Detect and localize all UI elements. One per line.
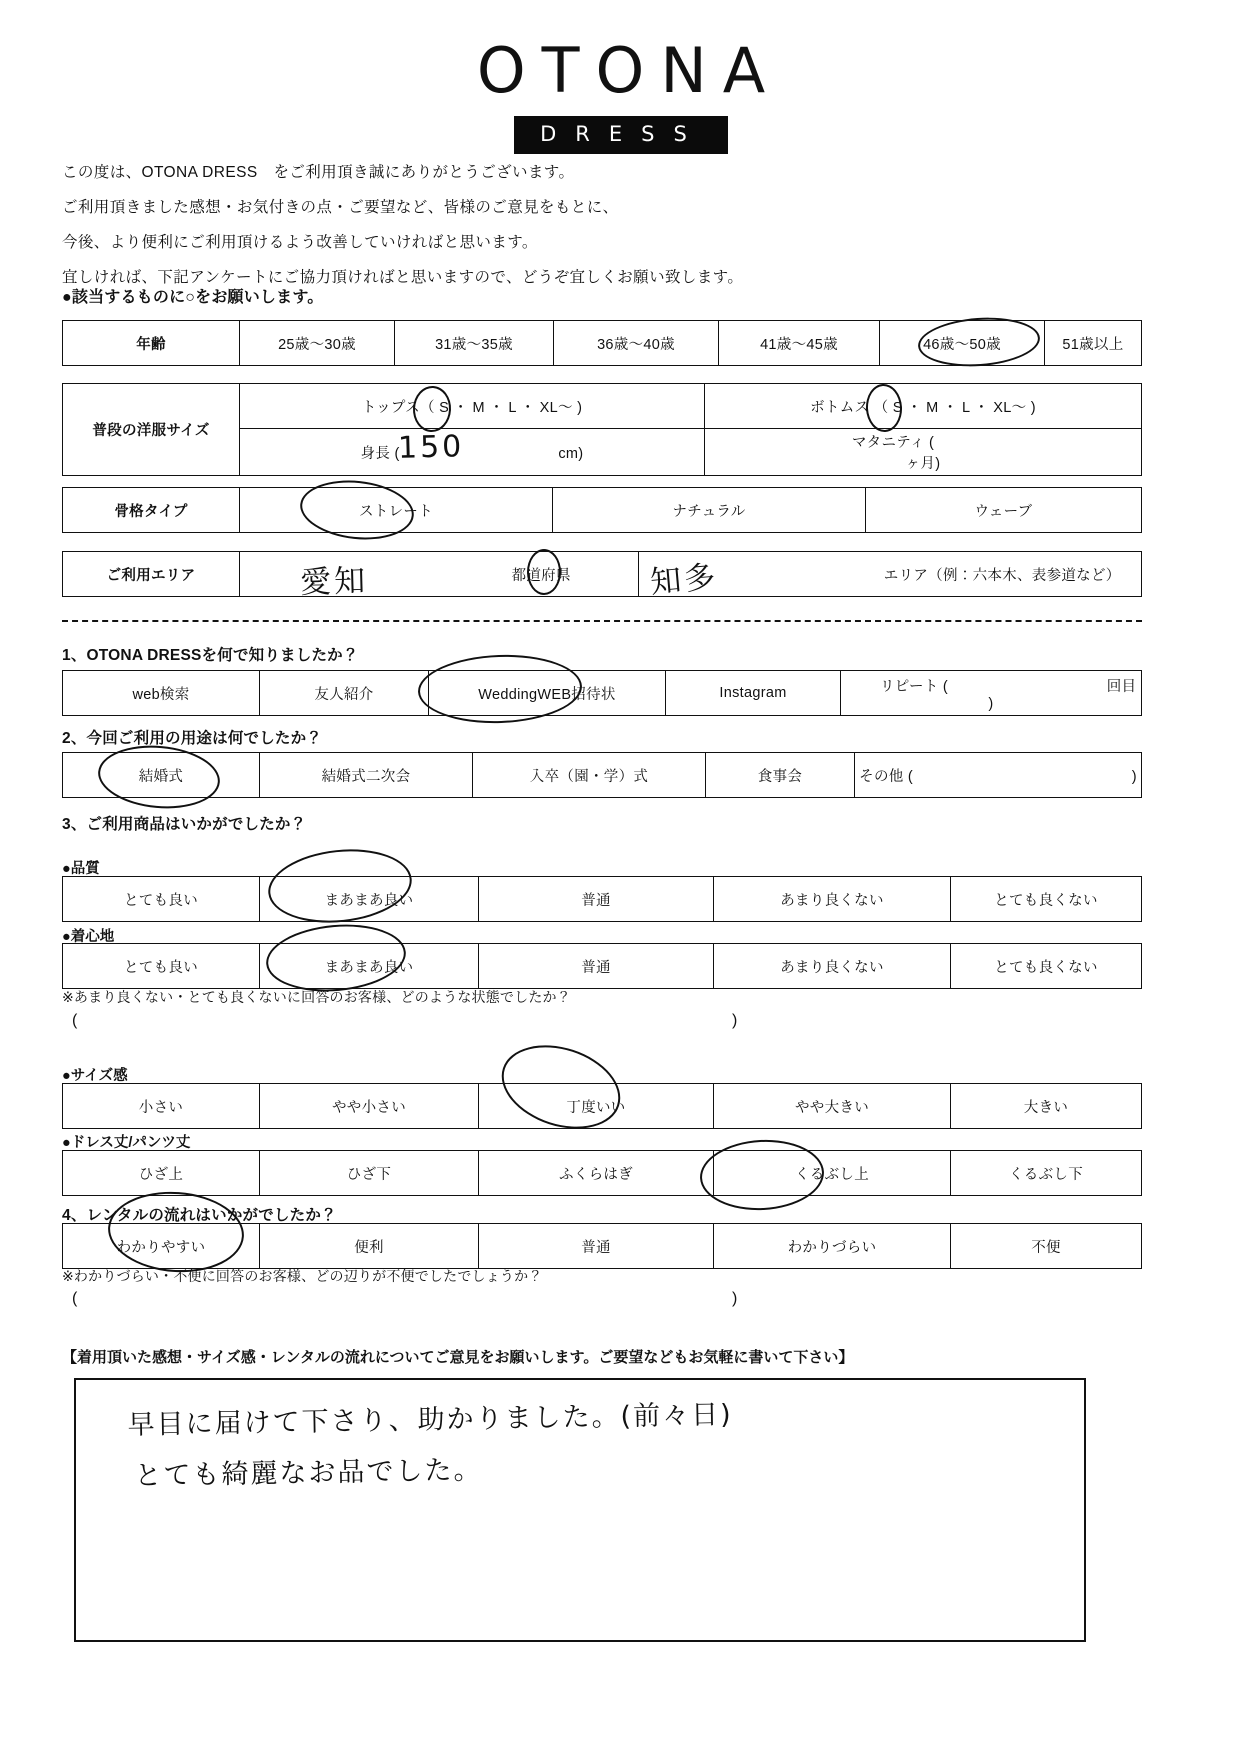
q3-quality-option-4[interactable]: とても良くない — [951, 877, 1142, 922]
q3-size-feel-label: ●サイズ感 — [62, 1068, 128, 1084]
q3-size-option-3[interactable]: やや大きい — [714, 1084, 951, 1129]
q4-option-2[interactable]: 普通 — [479, 1224, 714, 1269]
q1-repeat-suffix: 回目 ) — [988, 678, 1137, 712]
area-example-label: エリア（例：六本木、表参道など） — [883, 567, 1121, 584]
table-row — [63, 384, 1142, 429]
area-handwritten-value: 知多 — [648, 559, 720, 601]
q2-title: 2、今回ご利用の用途は何でしたか？ — [62, 730, 323, 747]
free-comment-title: 【着用頂いた感想・サイズ感・レンタルの流れについてご意見をお願いします。ご要望などもお気軽に書いて下さい】 — [62, 1349, 854, 1366]
q4-title: 4、レンタルの流れはいかがでしたか？ — [62, 1207, 337, 1224]
q1-title: 1、OTONA DRESSを何で知りましたか？ — [62, 647, 359, 664]
q2-other-label: その他 ( — [859, 768, 914, 785]
q3-comfort-answer-close: ) — [732, 1012, 738, 1029]
q1-option-3[interactable]: Instagram — [666, 671, 841, 716]
q2-option-3[interactable]: 食事会 — [706, 753, 855, 798]
section-divider — [62, 620, 1142, 622]
table-row — [63, 944, 1142, 989]
table-row — [63, 671, 1142, 716]
q1-option-1[interactable]: 友人紹介 — [260, 671, 429, 716]
q3-comfort-option-0[interactable]: とても良い — [63, 944, 260, 989]
area-input-cell[interactable] — [639, 552, 1142, 597]
maternity-label: マタニティ ( — [851, 435, 935, 451]
q1-table — [62, 670, 1142, 716]
table-row — [63, 552, 1142, 597]
q3-length-option-1[interactable]: ひざ下 — [260, 1151, 479, 1196]
age-row-label: 年齢 — [63, 321, 240, 366]
q3-size-option-4[interactable]: 大きい — [951, 1084, 1142, 1129]
q2-option-0[interactable]: 結婚式 — [63, 753, 260, 798]
q3-length-label: ●ドレス丈/パンツ丈 — [62, 1135, 191, 1151]
q3-comfort-answer-field[interactable] — [72, 1012, 792, 1030]
table-row — [63, 1084, 1142, 1129]
q3-size-option-1[interactable]: やや小さい — [260, 1084, 479, 1129]
q3-comfort-table — [62, 943, 1142, 989]
age-table — [62, 320, 1142, 366]
table-row — [63, 321, 1142, 366]
height-handwritten-value: 150 — [397, 429, 465, 466]
intro-paragraph — [62, 160, 1162, 300]
area-table — [62, 551, 1142, 597]
q3-comfort-answer-open: ( — [72, 1012, 78, 1029]
free-comment-box[interactable] — [74, 1378, 1086, 1642]
frame-type-option-1[interactable]: ナチュラル — [553, 488, 866, 533]
age-option-3[interactable]: 41歳～45歳 — [719, 321, 880, 366]
q2-other-suffix: ) — [1131, 768, 1137, 785]
q1-option-2[interactable]: WeddingWEB招待状 — [429, 671, 666, 716]
frame-type-option-0[interactable]: ストレート — [240, 488, 553, 533]
intro-line-1: この度は、OTONA DRESS をご利用頂き誠にありがとうございます。 — [62, 164, 575, 181]
table-row — [63, 877, 1142, 922]
frame-type-row-label: 骨格タイプ — [63, 488, 240, 533]
q4-answer-open: ( — [72, 1290, 78, 1307]
height-unit: cm) — [558, 445, 584, 462]
table-row — [63, 488, 1142, 533]
q3-comfort-option-2[interactable]: 普通 — [479, 944, 714, 989]
q3-size-option-2[interactable]: 丁度いい — [479, 1084, 714, 1129]
q3-title: 3、ご利用商品はいかがでしたか？ — [62, 816, 307, 833]
q3-length-option-3[interactable]: くるぶし上 — [714, 1151, 951, 1196]
brand-logo — [0, 34, 1242, 154]
table-row — [63, 1224, 1142, 1269]
brand-name: OTONA — [476, 34, 782, 107]
height-label: 身長 ( — [360, 445, 400, 462]
bottoms-size-options[interactable]: ボトムス （ S ・ M ・ L ・ XL～ ) — [705, 384, 1142, 429]
age-option-1[interactable]: 31歳～35歳 — [395, 321, 554, 366]
q3-comfort-option-4[interactable]: とても良くない — [951, 944, 1142, 989]
prefecture-input-cell[interactable] — [240, 552, 639, 597]
prefecture-handwritten-value: 愛知 — [299, 563, 369, 601]
q3-length-table — [62, 1150, 1142, 1196]
prefecture-label: 都道府県 — [511, 567, 571, 584]
maternity-unit: ヶ月) — [905, 456, 941, 472]
q3-quality-option-0[interactable]: とても良い — [63, 877, 260, 922]
free-comment-line-1: 早目に届けて下さり、助かりました。(前々日) — [127, 1399, 733, 1441]
q1-option-0[interactable]: web検索 — [63, 671, 260, 716]
q3-comfort-option-3[interactable]: あまり良くない — [714, 944, 951, 989]
tops-size-options[interactable]: トップス（ S ・ M ・ L ・ XL～ ) — [240, 384, 705, 429]
area-row-label: ご利用エリア — [63, 552, 240, 597]
circle-instruction: ●該当するものに○をお願いします。 — [62, 289, 324, 306]
intro-line-4: 宜しければ、下記アンケートにご協力頂ければと思いますので、どうぞ宜しくお願い致します。 — [62, 269, 744, 286]
age-option-5[interactable]: 51歳以上 — [1045, 321, 1142, 366]
intro-line-3: 今後、より便利にご利用頂けるよう改善していければと思います。 — [62, 234, 538, 251]
q3-quality-option-2[interactable]: 普通 — [479, 877, 714, 922]
q4-table — [62, 1223, 1142, 1269]
frame-type-option-2[interactable]: ウェーブ — [866, 488, 1142, 533]
q4-option-3[interactable]: わかりづらい — [714, 1224, 951, 1269]
clothing-size-row-label: 普段の洋服サイズ — [63, 384, 240, 476]
q3-length-option-2[interactable]: ふくらはぎ — [479, 1151, 714, 1196]
clothing-size-table — [62, 383, 1142, 476]
age-option-4[interactable]: 46歳～50歳 — [880, 321, 1045, 366]
age-option-0[interactable]: 25歳～30歳 — [240, 321, 395, 366]
brand-subname: DRESS — [514, 116, 728, 154]
q3-comfort-option-1[interactable]: まあまあ良い — [260, 944, 479, 989]
q3-comfort-note: ※あまり良くない・とても良くないに回答のお客様、どのような状態でしたか？ — [62, 989, 571, 1005]
intro-line-2: ご利用頂きました感想・お気付きの点・ご要望など、皆様のご意見をもとに、 — [62, 199, 619, 216]
q2-option-2[interactable]: 入卒（園・学）式 — [473, 753, 706, 798]
q4-answer-close: ) — [732, 1290, 738, 1307]
q3-quality-table — [62, 876, 1142, 922]
q4-answer-field[interactable] — [72, 1290, 792, 1308]
q1-repeat-label: リピート ( — [879, 678, 949, 695]
table-row — [63, 753, 1142, 798]
maternity-field-cell[interactable] — [705, 429, 1142, 476]
q3-quality-label: ●品質 — [62, 861, 100, 877]
q3-size-option-0[interactable]: 小さい — [63, 1084, 260, 1129]
q2-option-other[interactable] — [855, 753, 1142, 798]
q2-option-1[interactable]: 結婚式二次会 — [260, 753, 473, 798]
frame-type-table — [62, 487, 1142, 533]
age-option-2[interactable]: 36歳～40歳 — [554, 321, 719, 366]
q4-option-1[interactable]: 便利 — [260, 1224, 479, 1269]
height-field-cell[interactable] — [240, 429, 705, 476]
table-row — [63, 1151, 1142, 1196]
free-comment-line-2: とても綺麗なお品でした。 — [134, 1454, 483, 1492]
q3-length-option-4[interactable]: くるぶし下 — [951, 1151, 1142, 1196]
q1-option-4-repeat[interactable] — [841, 671, 1142, 716]
q4-option-4[interactable]: 不便 — [951, 1224, 1142, 1269]
q3-size-feel-table — [62, 1083, 1142, 1129]
q3-comfort-label: ●着心地 — [62, 929, 115, 945]
q3-quality-option-3[interactable]: あまり良くない — [714, 877, 951, 922]
q3-quality-option-1[interactable]: まあまあ良い — [260, 877, 479, 922]
q4-note: ※わかりづらい・不便に回答のお客様、どの辺りが不便でしたでしょうか？ — [62, 1268, 543, 1284]
q4-option-0[interactable]: わかりやすい — [63, 1224, 260, 1269]
q2-table — [62, 752, 1142, 798]
q3-length-option-0[interactable]: ひざ上 — [63, 1151, 260, 1196]
